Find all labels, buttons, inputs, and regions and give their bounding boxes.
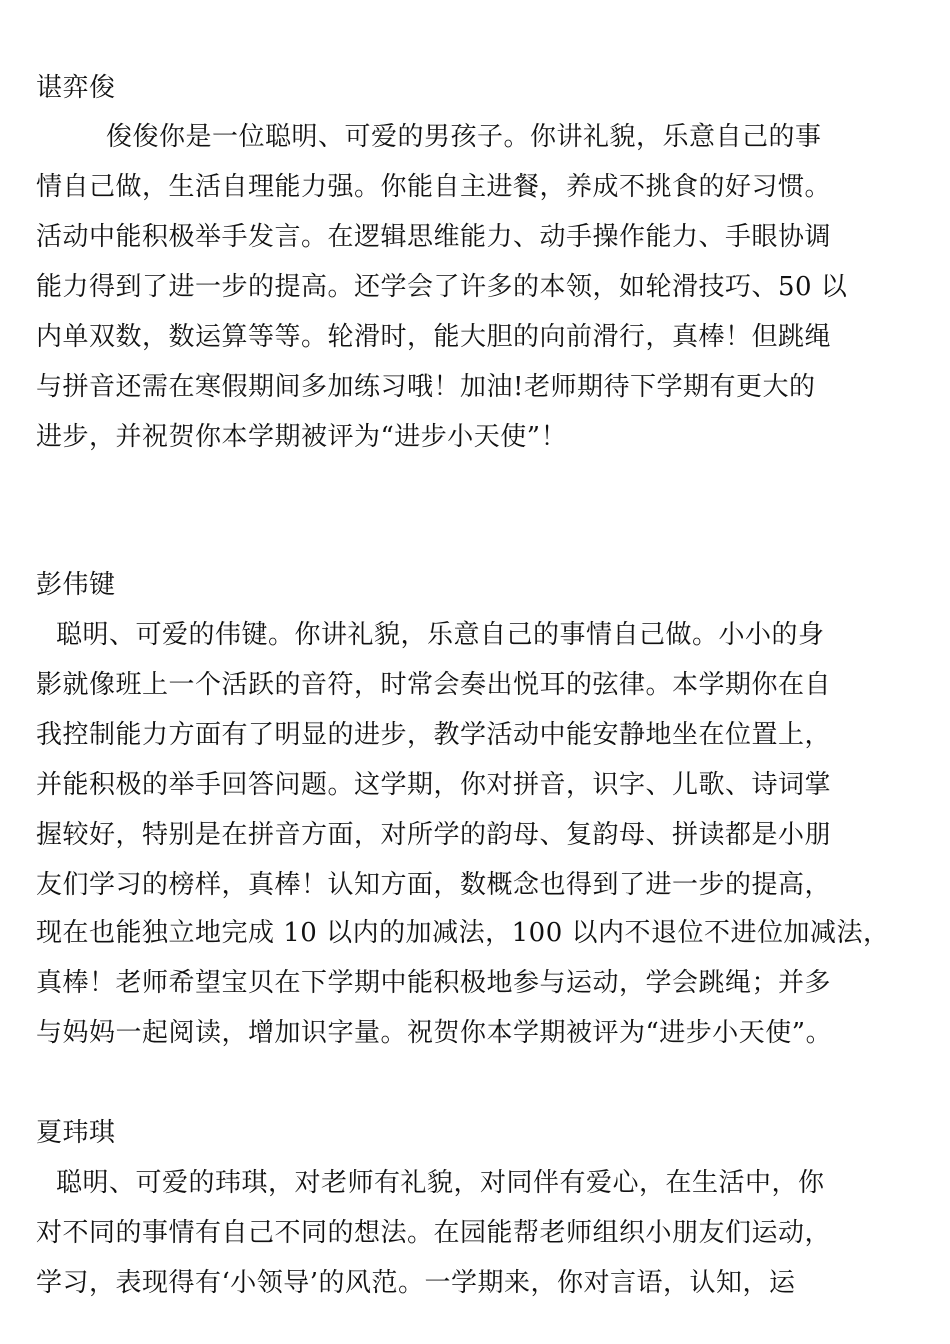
student-name: 谌弈俊 <box>36 73 116 103</box>
comment-line: 友们学习的榜样，真棒！认知方面，数概念也得到了进一步的提高， <box>36 870 832 900</box>
comment-line: 学习，表现得有‘小领导’的风范。一学期来，你对言语，认知，运 <box>36 1268 796 1298</box>
comment-line: 握较好，特别是在拼音方面，对所学的韵母、复韵母、拼读都是小朋 <box>36 820 832 850</box>
comment-line: 活动中能积极举手发言。在逻辑思维能力、动手操作能力、手眼协调 <box>36 222 832 252</box>
comment-line: 与拼音还需在寒假期间多加练习哦！加油!老师期待下学期有更大的 <box>36 372 816 402</box>
comment-line: 我控制能力方面有了明显的进步，教学活动中能安静地坐在位置上， <box>36 720 832 750</box>
student-name: 彭伟键 <box>36 570 116 600</box>
comment-line: 真棒！老师希望宝贝在下学期中能积极地参与运动，学会跳绳；并多 <box>36 968 832 998</box>
student-name: 夏玮琪 <box>36 1118 116 1148</box>
comment-line: 并能积极的举手回答问题。这学期，你对拼音，识字、儿歌、诗词掌 <box>36 770 832 800</box>
comment-line: 聪明、可爱的伟键。你讲礼貌，乐意自己的事情自己做。小小的身 <box>56 620 825 650</box>
comment-line: 进步，并祝贺你本学期被评为“进步小天使”！ <box>36 422 568 452</box>
comment-line: 对不同的事情有自己不同的想法。在园能帮老师组织小朋友们运动， <box>36 1218 832 1248</box>
comment-line: 情自己做，生活自理能力强。你能自主进餐，养成不挑食的好习惯。 <box>36 172 832 202</box>
comment-line: 影就像班上一个活跃的音符，时常会奏出悦耳的弦律。本学期你在自 <box>36 670 832 700</box>
comment-line: 现在也能独立地完成 10 以内的加减法，100 以内不退位不进位加减法， <box>36 918 890 948</box>
comment-line: 与妈妈一起阅读，增加识字量。祝贺你本学期被评为“进步小天使”。 <box>36 1018 833 1048</box>
comment-line: 俊俊你是一位聪明、可爱的男孩子。你讲礼貌，乐意自己的事 <box>106 122 822 152</box>
comment-line: 能力得到了进一步的提高。还学会了许多的本领，如轮滑技巧、50 以 <box>36 272 848 302</box>
comment-line: 聪明、可爱的玮琪，对老师有礼貌，对同伴有爱心，在生活中，你 <box>56 1168 825 1198</box>
comment-line: 内单双数，数运算等等。轮滑时，能大胆的向前滑行，真棒！但跳绳 <box>36 322 832 352</box>
